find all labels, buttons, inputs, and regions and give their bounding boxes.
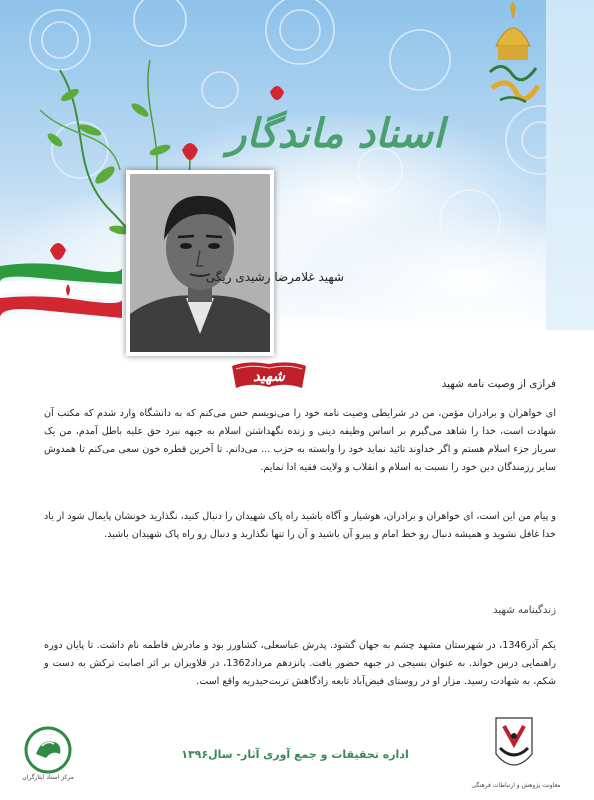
shrine-dome-icon <box>482 2 544 112</box>
footer-organization: اداره تحقیقات و جمع آوری آثار- سال۱۳۹۶ <box>181 748 409 761</box>
foundation-emblem-icon <box>486 714 542 782</box>
badge-label: شهید <box>253 367 285 385</box>
portrait-image <box>130 174 270 352</box>
logo-right-caption: معاونت پژوهش و ارتباطات فرهنگی <box>471 782 561 789</box>
biography-heading: زندگینامه شهید <box>492 605 556 616</box>
page-title: اسناد ماندگار <box>227 110 444 157</box>
will-paragraph: ای خواهران و برادران مؤمن، من در شرایطی وصیت نامه خود را می‌نویسم حس می‌کنم که به دانشگاه وارد شدم که مکتب آن شهادت است، خدا را شاهد می‌گیرم بر اساس وظیفه دینی و زنده نگهداشتن اسلام به جبهه نبرد حق علیه باطل آمدم، من یک سرباز جزء اسلام هستم و اگر خداوند تائید نماید خود را وابسته به حزب ... می‌دانم. تا آخرین قطره خون سعی می‌کنم تا همدوش سایر رزمندگان دین خود را نسبت به اسلام و انقلاب و ولایت فقیه ادا نمایم. <box>44 408 556 473</box>
logo-left-caption: مرکز اسناد ایثارگران <box>22 774 74 781</box>
biography-paragraph: یکم آذر1346، در شهرستان مشهد چشم به جهان گشود. پدرش عباسعلی، کشاورز بود و مادرش فاطمه نام داشت. تا پایان دوره راهنمایی درس خواند. به عنوان بسیجی در جبهه حضور یافت. پانزدهم مرداد1362، در قلاویزان بر اثر اصابت ترکش به دست و شکم، به شهادت رسید. مزار او در روستای فیض‌آباد تابعه زادگاهش تربت‌حیدریه واقع است. <box>44 640 556 687</box>
martyr-photo <box>126 170 274 356</box>
iran-flag-icon <box>0 262 122 320</box>
will-heading: فرازی از وصیت نامه شهید <box>441 378 556 390</box>
will-paragraph: و پیام من این است، ای خواهران و برادران، هوشیار و آگاه باشید راه پاک شهیدان را دنبال کنید، نگذارید خونشان پایمال شود از یاد خدا غافل نشوید و همیشه دنبال رو خط امام و پیرو آن باشید و آن را تنها نگذارید و دنبال رو راه پاک شهیدان باشید. <box>44 511 556 540</box>
martyr-badge <box>228 360 310 392</box>
martyr-name: شهید غلامرضا رشیدی ریگی <box>205 270 344 284</box>
